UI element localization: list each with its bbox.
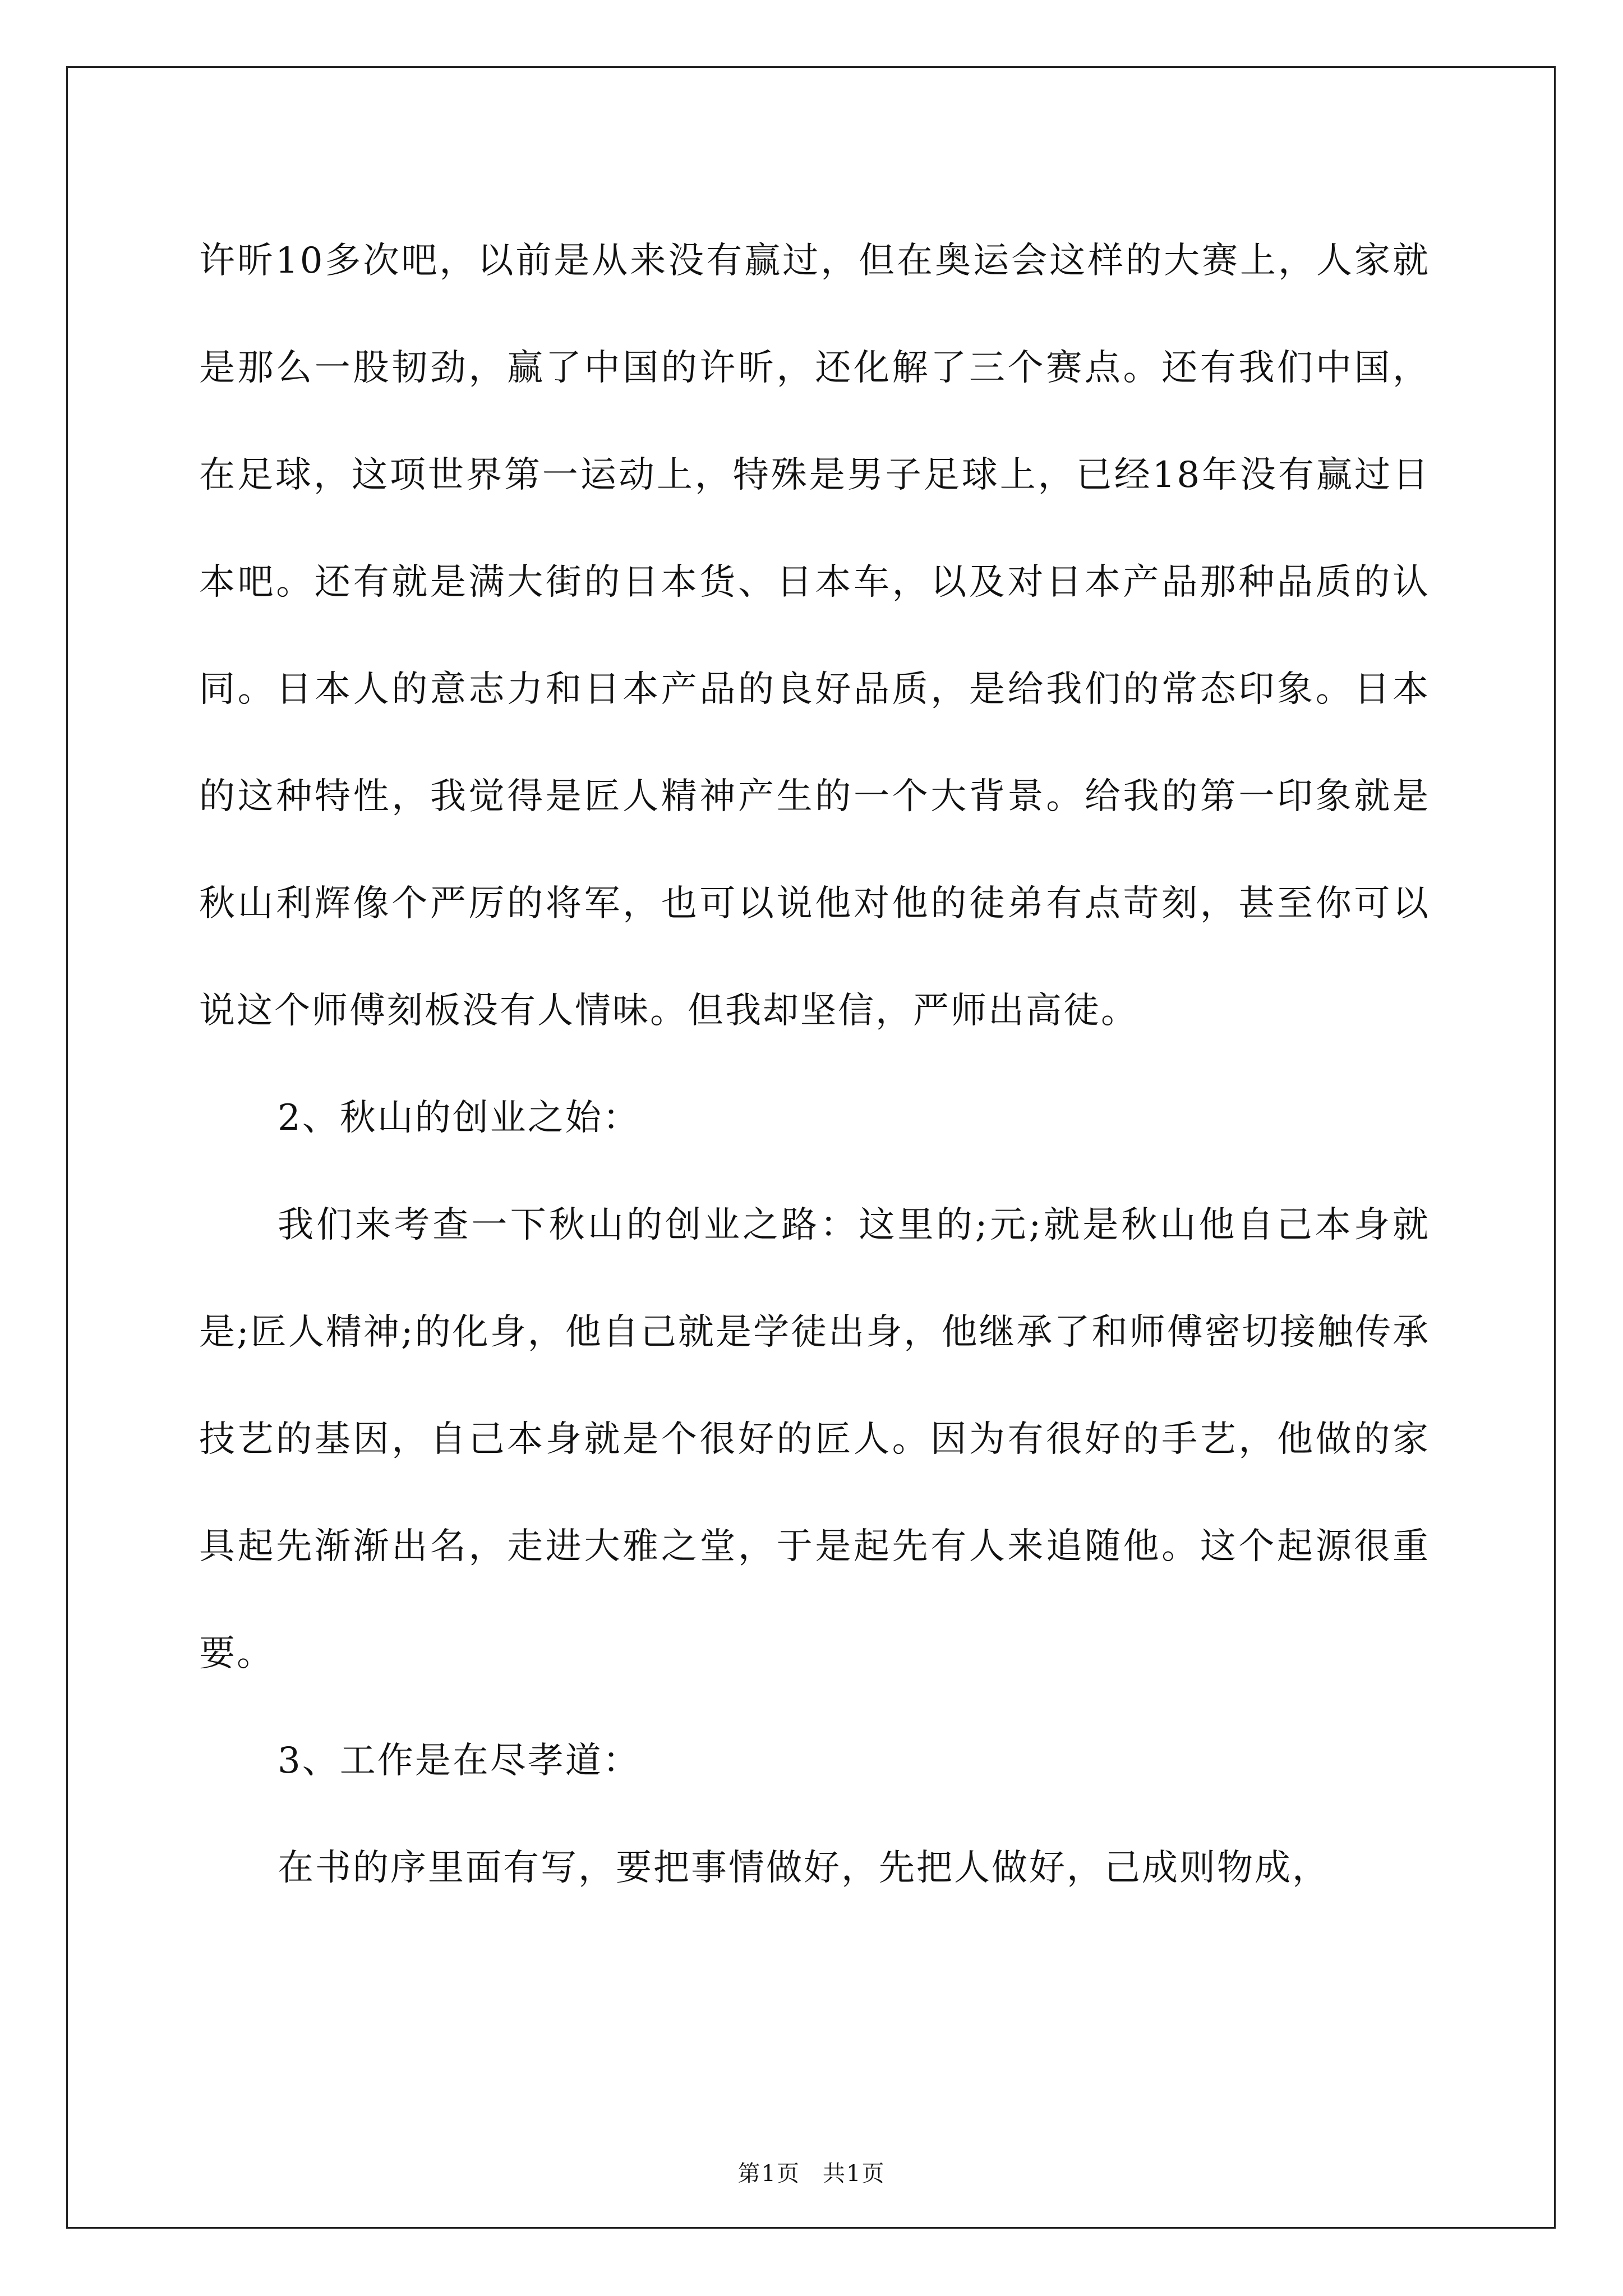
paragraph-1: 许昕10多次吧，以前是从来没有赢过，但在奥运会这样的大赛上，人家就是那么一股韧劲，赢了中国的许昕，还化解了三个赛点。还有我们中国，在足球，这项世界第一运动上，特殊是男子足球上，已经18年没有赢过日本吧。还有就是满大街的日本货、日本车，以及对日本产品那种品质的认同。日本人的意志力和日本产品的良好品质，是给我们的常态印象。日本的这种特性，我觉得是匠人精神产生的一个大背景。给我的第一印象就是秋山利辉像个严厉的将军，也可以说他对他的徒弟有点苛刻，甚至你可以说这个师傅刻板没有人情味。但我却坚信，严师出高徒。 xyxy=(199,240,1430,1032)
paragraph-heading-4: 3、工作是在尽孝道： xyxy=(278,1740,640,1782)
paragraph-heading-2: 2、秋山的创业之始： xyxy=(278,1097,640,1139)
document-body xyxy=(199,208,1430,1922)
page-number: 第1页 xyxy=(737,2161,800,2187)
paragraph-5: 在书的序里面有写，要把事情做好，先把人做好，己成则物成， xyxy=(278,1847,1330,1889)
page-total: 共1页 xyxy=(823,2161,886,2187)
page-footer xyxy=(0,2156,1623,2188)
paragraph-3: 我们来考查一下秋山的创业之路：这里的;元;就是秋山他自己本身就是;匠人精神;的化身，他自己就是学徒出身，他继承了和师傅密切接触传承技艺的基因，自己本身就是个很好的匠人。因为有很好的手艺，他做的家具起先渐渐出名，走进大雅之堂，于是起先有人来追随他。这个起源很重要。 xyxy=(199,1204,1430,1674)
